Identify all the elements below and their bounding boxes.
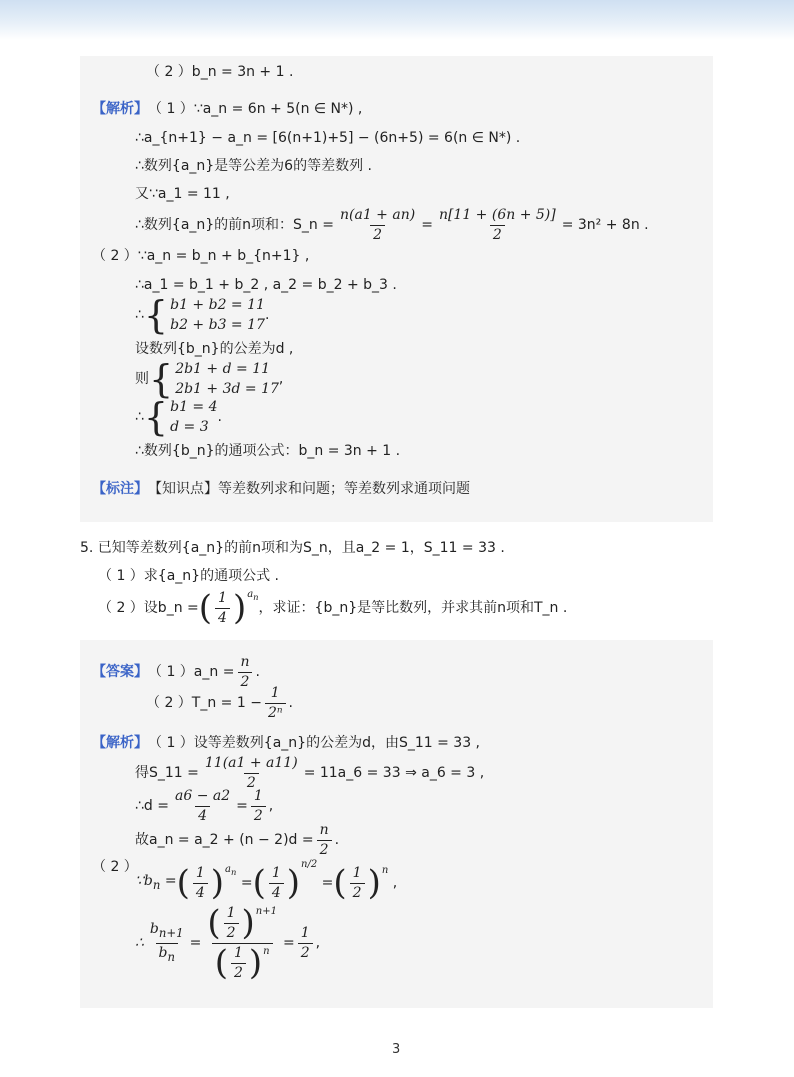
question-5-part-1 bbox=[98, 566, 279, 586]
fraction-numerator: n bbox=[319, 821, 329, 838]
analysis-q5-line-6: ∴ $\frac{b_{n+1}}{b_n}$ = ( $\frac{1}{2}$ ) n+1 ( $\frac{1}{2}$ ) n = $\frac{1}{2}$ , bbox=[135, 903, 321, 983]
fraction bbox=[317, 822, 332, 859]
analysis-text: ∴数列{a_n}是等公差为6的等差数列 . bbox=[135, 158, 372, 174]
system-equation: 2b1 + d = 11 bbox=[175, 361, 271, 377]
fraction-denominator: 2 bbox=[238, 672, 253, 691]
fraction bbox=[436, 207, 559, 244]
question-5-stem bbox=[80, 538, 505, 558]
analysis-text: （ 2 ）∵a_n = b_n + b_{n+1} , bbox=[92, 248, 310, 264]
fraction-denominator: 2 bbox=[317, 840, 332, 859]
analysis-text: ∴a_1 = b_1 + b_2 , a_2 = b_2 + b_3 . bbox=[135, 277, 397, 293]
equation-system-1: ∴ { b1 + b2 = 11 b2 + b3 = 17 . bbox=[135, 293, 270, 337]
system-equation: b1 + b2 = 11 bbox=[170, 297, 265, 313]
fraction-numerator: 1 bbox=[270, 684, 280, 701]
analysis-text: ∴a_{n+1} − a_n = [6(n+1)+5] − (6n+5) = 6(n ∈ N*) . bbox=[135, 130, 521, 146]
fraction-denominator: 2 bbox=[244, 773, 259, 792]
analysis-line-4 bbox=[135, 184, 230, 204]
fraction-numerator: a6 − a2 bbox=[174, 787, 231, 804]
analysis-text: 故a_n = a_2 + (n − 2)d = bbox=[135, 832, 314, 848]
system-equation: b2 + b3 = 17 bbox=[170, 317, 265, 333]
analysis-part2-line-2 bbox=[135, 275, 397, 295]
analysis-tag: 【解析】 bbox=[92, 101, 148, 117]
fraction bbox=[337, 207, 418, 244]
analysis-text: （ 1 ）设等差数列{a_n}的公差为d，由S_11 = 33 , bbox=[148, 735, 481, 751]
fraction-denominator: 2 bbox=[251, 806, 266, 825]
note-line bbox=[92, 479, 470, 499]
analysis-text: （ 1 ）∵a_n = 6n + 5(n ∈ N*) , bbox=[148, 101, 363, 117]
fraction-numerator: n(a1 + an) bbox=[340, 206, 416, 223]
fraction-numerator: 1 bbox=[253, 787, 263, 804]
analysis-text: ∴d = bbox=[135, 798, 169, 814]
equation-system-2: 则 { 2b1 + d = 11 2b1 + 3d = 17 , bbox=[135, 357, 284, 401]
analysis-q5-line-3: ∴d = $\frac{a6 - a2}{4}$ = $\frac{1}{2}$ , bbox=[135, 787, 274, 824]
fraction-numerator: n bbox=[240, 653, 250, 670]
fraction-denominator: 2 bbox=[370, 225, 385, 244]
equation-system-3: ∴ { b1 = 4 d = 3 . bbox=[135, 395, 222, 439]
answer-text: （ 2 ）b_n = 3n + 1 . bbox=[146, 64, 294, 80]
analysis-q5-line-4: 故a_n = a_2 + (n − 2)d = $\frac{n}{2}$ . bbox=[135, 821, 340, 858]
analysis-text: ∴数列{a_n}的前n项和：S_n = bbox=[135, 217, 334, 233]
answer-text: （ 1 ）a_n = bbox=[148, 664, 235, 680]
analysis-line-3 bbox=[135, 156, 372, 176]
analysis-text: = 3n² + 8n . bbox=[561, 217, 649, 233]
analysis-q5-part2-label bbox=[92, 857, 138, 877]
note-text: 【知识点】等差数列求和问题；等差数列求通项问题 bbox=[148, 481, 470, 497]
then-word: 则 bbox=[135, 371, 149, 387]
answer-tag: 【答案】 bbox=[92, 664, 148, 680]
analysis-part2-line-4 bbox=[135, 339, 293, 359]
analysis-q5-line-1 bbox=[92, 733, 480, 753]
fraction-denominator: 2ⁿ bbox=[265, 703, 286, 722]
answer-line-2 bbox=[146, 62, 293, 82]
analysis-q5-line-5: $\because b_n$ = ( $\frac{1}{4}$ ) $a_n$ = ( $\frac{1}{4}$ ) n/2 = ( $\frac{1}{2}$ ) n , bbox=[135, 859, 398, 903]
system-equation: b1 = 4 bbox=[170, 399, 218, 415]
fraction-numerator: 11(a1 + a11) bbox=[204, 754, 298, 771]
fraction-numerator: n[11 + (6n + 5)] bbox=[438, 206, 556, 223]
fraction-denominator: 4 bbox=[195, 806, 210, 825]
analysis-text: 又∵a_1 = 11 , bbox=[135, 186, 230, 202]
fraction: $\frac{1}{4}$ bbox=[215, 590, 230, 627]
fraction-denominator: 2 bbox=[490, 225, 505, 244]
fraction bbox=[265, 685, 286, 722]
page-header-band bbox=[0, 0, 794, 40]
system-equation: d = 3 bbox=[170, 419, 209, 435]
analysis-text: = 11a_6 = 33 ⇒ a_6 = 3 , bbox=[303, 765, 485, 781]
analysis-text: ∴数列{b_n}的通项公式：b_n = 3n + 1 . bbox=[135, 443, 401, 459]
fraction bbox=[172, 788, 233, 825]
analysis-line-5: ∴数列{a_n}的前n项和：S_n = $\frac{n(a1 + an)}{2}$ = $\frac{n[11 + (6n + 5)]}{2}$ = 3n² + 8n . bbox=[135, 206, 649, 243]
answer-line-1: 【答案】 （ 1 ）a_n = $\frac{n}{2}$ . bbox=[92, 653, 260, 690]
equals-sign: = bbox=[236, 798, 248, 814]
analysis-text: 得S_11 = bbox=[135, 765, 199, 781]
answer-text: （ 2 ）T_n = 1 − bbox=[146, 695, 262, 711]
system-equation: 2b1 + 3d = 17 bbox=[175, 381, 279, 397]
question-text: （ 1 ）求{a_n}的通项公式 . bbox=[98, 568, 279, 584]
fraction bbox=[251, 788, 266, 825]
analysis-line-1 bbox=[92, 99, 362, 119]
question-text: 5. 已知等差数列{a_n}的前n项和为S_n，且a_2 = 1，S_11 = 33 . bbox=[80, 540, 505, 556]
question-text: （ 2 ）设b_n = bbox=[98, 600, 199, 616]
page-number: 3 bbox=[392, 1042, 401, 1057]
question-text: ，求证：{b_n}是等比数列，并求其前n项和T_n . bbox=[258, 600, 568, 616]
answer-line-2: （ 2 ）T_n = 1 − $\frac{1}{\text{2ⁿ}}$ . bbox=[146, 684, 293, 721]
note-tag: 【标注】 bbox=[92, 481, 148, 497]
analysis-part2-line-7 bbox=[135, 441, 400, 461]
analysis-line-2 bbox=[135, 128, 520, 148]
question-5-part-2: （ 2 ）设b_n = ( $\frac{1}{4}$ ) $a_n$ ，求证：{b_n}是等比数列，并求其前n项和T_n . bbox=[98, 588, 568, 628]
analysis-part2-line-1 bbox=[92, 246, 309, 266]
analysis-text: 设数列{b_n}的公差为d , bbox=[135, 341, 294, 357]
analysis-tag: 【解析】 bbox=[92, 735, 148, 751]
part-label: （ 2 ） bbox=[92, 859, 138, 875]
